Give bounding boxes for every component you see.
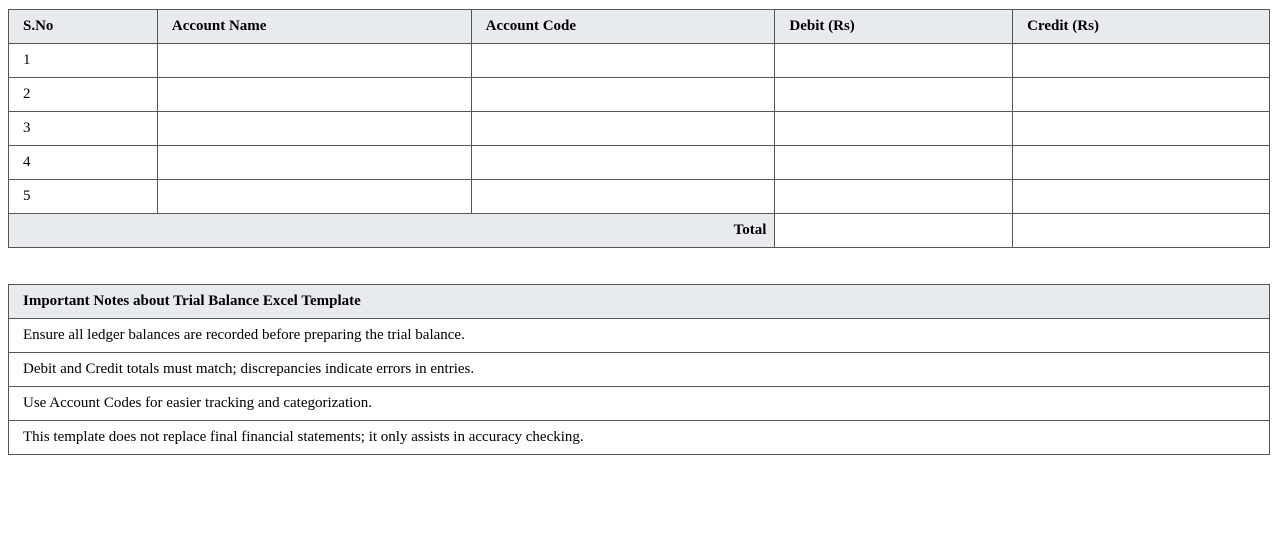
sno-cell: 5 [9, 180, 158, 214]
header-sno: S.No [9, 10, 158, 44]
table-row [9, 146, 1270, 180]
trial-balance-table [8, 9, 1270, 248]
note-row [9, 353, 1270, 387]
sno-cell: 4 [9, 146, 158, 180]
credit-cell[interactable] [1013, 44, 1270, 78]
credit-cell[interactable] [1013, 146, 1270, 180]
table-row [9, 180, 1270, 214]
header-account-code: Account Code [471, 10, 775, 44]
account-code-cell[interactable] [471, 44, 775, 78]
credit-cell[interactable] [1013, 78, 1270, 112]
debit-cell[interactable] [775, 44, 1013, 78]
note-row [9, 319, 1270, 353]
note-text: This template does not replace final financial statements; it only assists in accuracy checking. [9, 421, 1270, 455]
total-debit-cell[interactable] [775, 214, 1013, 248]
account-name-cell[interactable] [157, 78, 471, 112]
note-text: Debit and Credit totals must match; discrepancies indicate errors in entries. [9, 353, 1270, 387]
table-row [9, 44, 1270, 78]
sno-cell: 2 [9, 78, 158, 112]
table-row [9, 78, 1270, 112]
account-code-cell[interactable] [471, 146, 775, 180]
debit-cell[interactable] [775, 112, 1013, 146]
header-credit: Credit (Rs) [1013, 10, 1270, 44]
total-label: Total [9, 214, 775, 248]
account-code-cell[interactable] [471, 78, 775, 112]
note-row [9, 387, 1270, 421]
account-name-cell[interactable] [157, 44, 471, 78]
credit-cell[interactable] [1013, 112, 1270, 146]
note-text: Ensure all ledger balances are recorded before preparing the trial balance. [9, 319, 1270, 353]
note-text: Use Account Codes for easier tracking and categorization. [9, 387, 1270, 421]
account-code-cell[interactable] [471, 112, 775, 146]
sno-cell: 1 [9, 44, 158, 78]
account-name-cell[interactable] [157, 146, 471, 180]
note-row [9, 421, 1270, 455]
header-debit: Debit (Rs) [775, 10, 1013, 44]
account-code-cell[interactable] [471, 180, 775, 214]
account-name-cell[interactable] [157, 180, 471, 214]
sno-cell: 3 [9, 112, 158, 146]
account-name-cell[interactable] [157, 112, 471, 146]
total-credit-cell[interactable] [1013, 214, 1270, 248]
notes-title: Important Notes about Trial Balance Excel Template [9, 285, 1270, 319]
debit-cell[interactable] [775, 180, 1013, 214]
credit-cell[interactable] [1013, 180, 1270, 214]
table-row [9, 112, 1270, 146]
header-account-name: Account Name [157, 10, 471, 44]
debit-cell[interactable] [775, 78, 1013, 112]
total-row [9, 214, 1270, 248]
notes-table [8, 284, 1270, 455]
notes-header-row [9, 285, 1270, 319]
debit-cell[interactable] [775, 146, 1013, 180]
header-row [9, 10, 1270, 44]
